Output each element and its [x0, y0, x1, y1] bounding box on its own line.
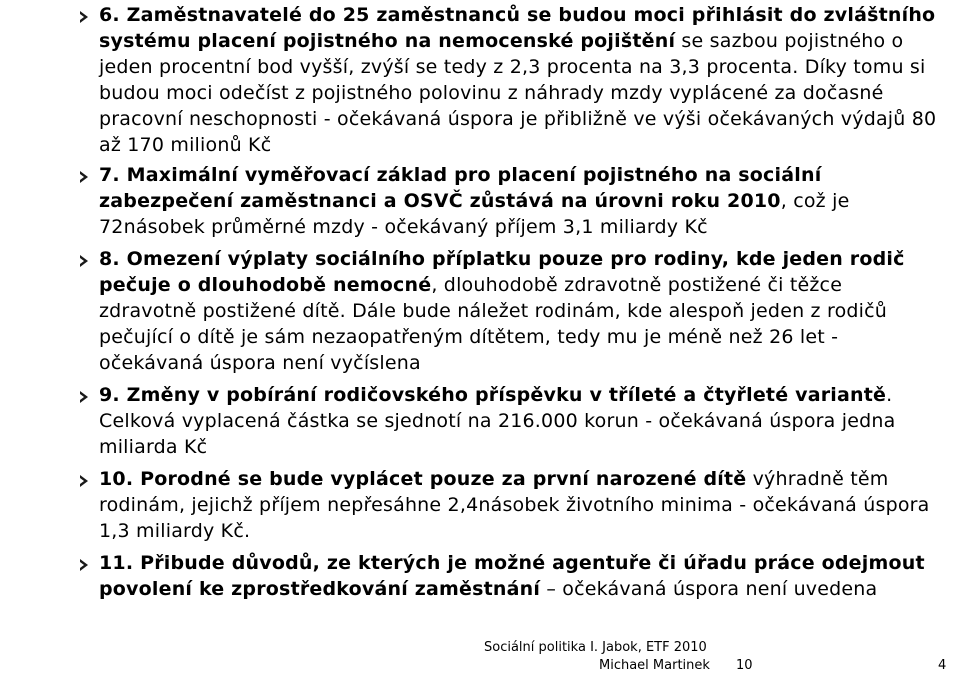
item-heading: 8. Omezení výplaty sociálního příplatku pouze pro rodiny, kde jeden rodič pečuje o dlouhodobě nemocné — [99, 248, 905, 296]
item-text — [99, 550, 939, 602]
item-text — [99, 2, 939, 158]
item-heading: 6. Zaměstnavatelé do 25 zaměstnanců se budou moci přihlásit do zvláštního systému placení pojistného na nemocenské pojištění — [99, 4, 936, 52]
item-heading: 10. Porodné se bude vyplácet pouze za první narozené dítě — [99, 468, 747, 490]
item-text — [99, 466, 939, 544]
footer-course: Sociální politika I. Jabok, ETF 2010 — [484, 640, 707, 655]
footer-author: Michael Martinek — [599, 658, 710, 673]
item-text — [99, 382, 939, 460]
footer-number: 10 — [736, 658, 753, 673]
item-body: – očekávaná úspora není uvedena — [540, 578, 878, 600]
bullet-arrow-icon — [80, 171, 88, 183]
item-heading: 7. Maximální vyměřovací základ pro placení pojistného na sociální zabezpečení zaměstnanci a OSVČ zůstává na úrovni roku 2010 — [99, 164, 822, 212]
item-body: se sazbou pojistného o jeden procentní bod vyšší, zvýší se tedy z 2,3 procenta na 3,3 procenta. Díky tomu si budou moci odečíst z pojistného polovinu z náhrady mzdy vyplácené za dočasné pracovní neschopnosti - očekávaná úspora je přibližně ve výši očekávaných výdajů 80 až 170 milionů Kč — [99, 30, 937, 156]
item-text — [99, 162, 939, 240]
item-body: , dlouhodobě zdravotně postižené či těžce zdravotně postižené dítě. Dále bude náležet rodinám, kde alespoň jeden z rodičů pečující o dítě je sám nezaopatřeným dítětem, tedy mu je méně než 26 let - očekávaná úspora není vyčíslena — [99, 274, 888, 374]
bullet-arrow-icon — [80, 559, 88, 571]
item-body: . Celková vyplacená částka se sjednotí na 216.000 korun - očekávaná úspora jedna miliarda Kč — [99, 384, 896, 458]
page-number: 4 — [938, 658, 947, 673]
bullet-arrow-icon — [80, 475, 88, 487]
item-body: výhradně těm rodinám, jejichž příjem nepřesáhne 2,4násobek životního minima - očekávaná úspora 1,3 miliardy Kč. — [99, 468, 930, 542]
item-text — [99, 246, 939, 376]
bullet-arrow-icon — [80, 11, 88, 23]
item-body: , což je 72násobek průměrné mzdy - očekávaný příjem 3,1 miliardy Kč — [99, 190, 850, 238]
bullet-arrow-icon — [80, 255, 88, 267]
bullet-arrow-icon — [80, 391, 88, 403]
item-heading: 9. Změny v pobírání rodičovského příspěvku v tříleté a čtyřleté variantě — [99, 384, 887, 406]
item-heading: 11. Přibude důvodů, ze kterých je možné agentuře či úřadu práce odejmout povolení ke zprostředkování zaměstnání — [99, 552, 925, 600]
